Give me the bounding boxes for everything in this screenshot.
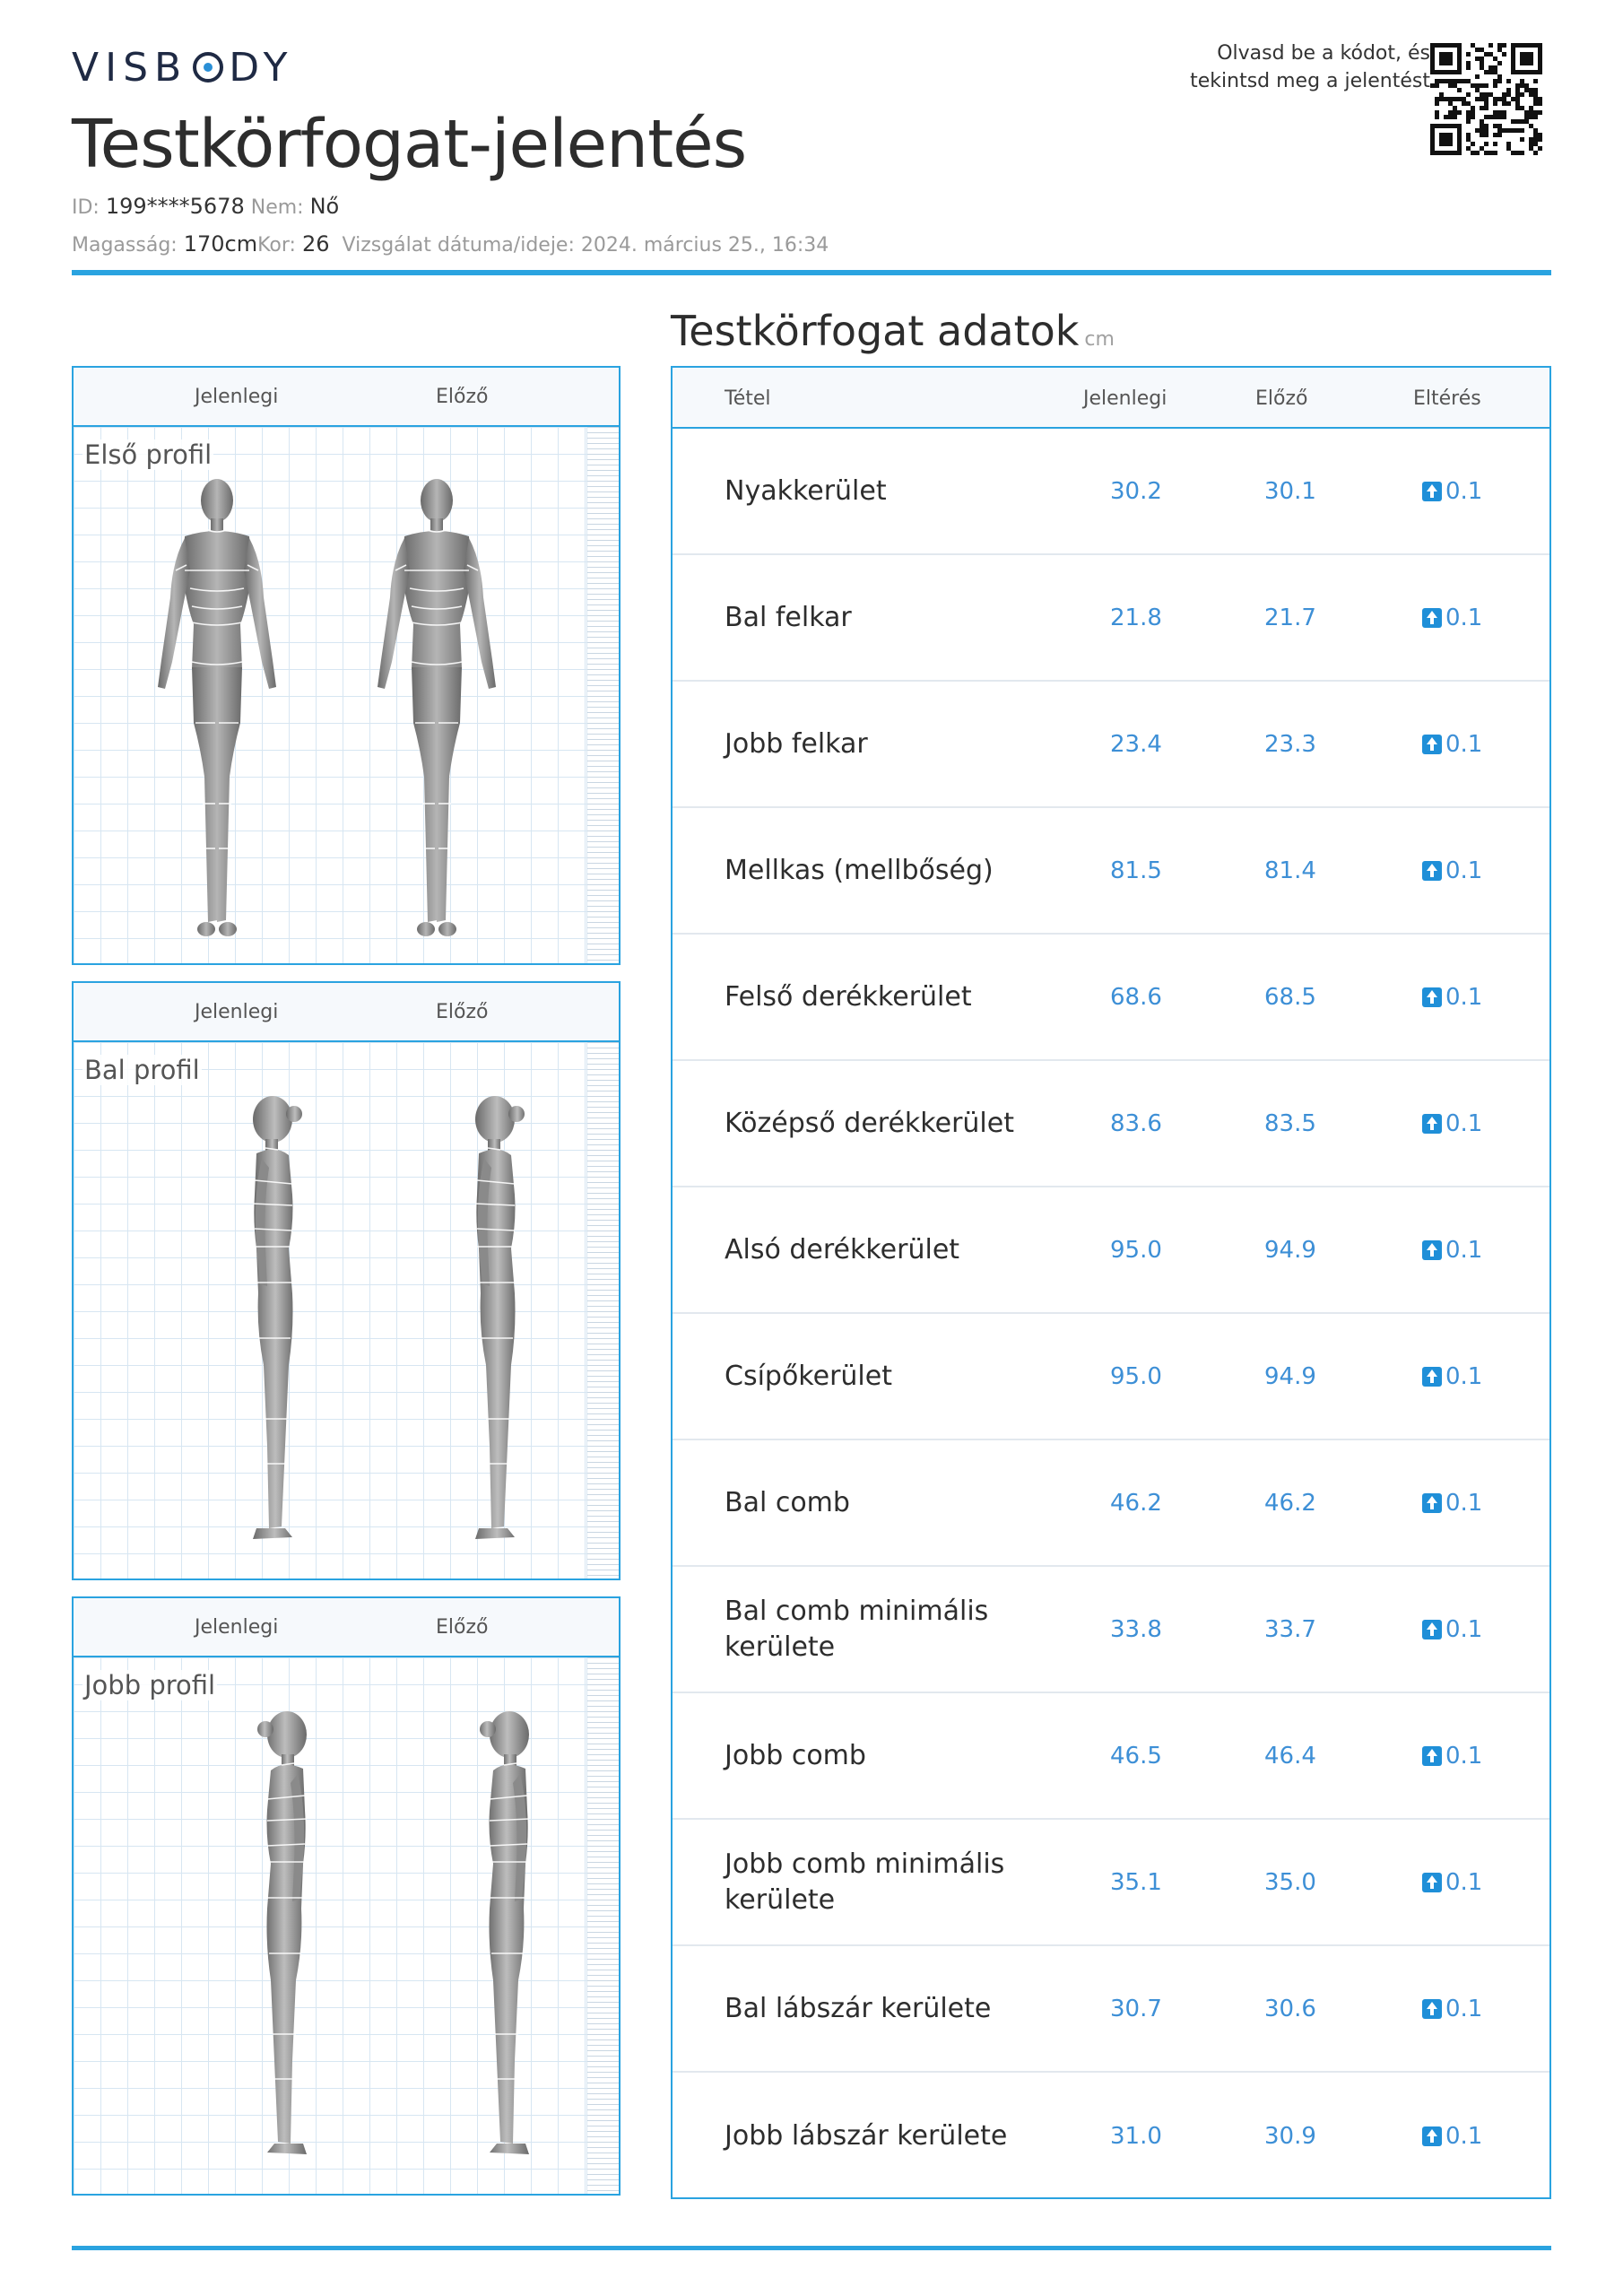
logo-eye-icon — [193, 52, 223, 83]
previous-value: 30.6 — [1264, 1995, 1316, 2022]
measurement-name: Bal comb minimális kerülete — [725, 1595, 989, 1663]
difference-number: 0.1 — [1445, 1868, 1483, 1896]
measurement-name: Középső derékkerület — [725, 1107, 1014, 1139]
measurement-name: Csípőkerület — [725, 1360, 892, 1392]
profile-label: Bal profil — [84, 1055, 200, 1085]
difference-value — [1422, 1363, 1482, 1390]
current-value: 23.4 — [1110, 730, 1162, 758]
profile-label: Jobb profil — [84, 1670, 216, 1700]
arrow-up-icon — [1422, 1746, 1442, 1766]
previous-value: 46.4 — [1264, 1742, 1316, 1770]
table-row — [673, 808, 1549, 935]
measurement-name: Alsó derékkerület — [725, 1233, 960, 1265]
arrow-up-icon — [1422, 1999, 1442, 2019]
difference-value — [1422, 478, 1482, 505]
previous-value: 68.5 — [1264, 983, 1316, 1011]
measurement-name: Bal lábszár kerülete — [725, 1992, 992, 2024]
col-previous: Előző — [436, 1001, 489, 1023]
arrow-up-icon — [1422, 608, 1442, 628]
circumference-table — [671, 366, 1551, 2199]
arrow-up-icon — [1422, 735, 1442, 754]
col-item: Tétel — [725, 387, 771, 410]
arrow-up-icon — [1422, 482, 1442, 501]
difference-number: 0.1 — [1445, 1615, 1483, 1643]
measurement-name: Mellkas (mellbőség) — [725, 854, 994, 886]
difference-number: 0.1 — [1445, 983, 1483, 1011]
current-value: 35.1 — [1110, 1868, 1162, 1896]
difference-value — [1422, 857, 1482, 884]
difference-number: 0.1 — [1445, 1109, 1483, 1137]
measurement-name: Bal comb — [725, 1486, 850, 1518]
table-row — [673, 555, 1549, 682]
difference-number: 0.1 — [1445, 1362, 1483, 1390]
difference-value — [1422, 1490, 1482, 1517]
measurement-name: Felső derékkerület — [725, 980, 972, 1013]
profile-label: Első profil — [84, 439, 213, 470]
difference-value — [1422, 1237, 1482, 1264]
height-label: Magasság: — [72, 234, 178, 257]
arrow-up-icon — [1422, 1620, 1442, 1639]
arrow-up-icon — [1422, 1114, 1442, 1134]
arrow-up-icon — [1422, 1240, 1442, 1260]
col-previous: Előző — [436, 1616, 489, 1639]
current-value: 30.2 — [1110, 477, 1162, 505]
previous-value: 23.3 — [1264, 730, 1316, 758]
col-current: Jelenlegi — [1083, 387, 1167, 410]
age-value: 26 — [301, 231, 330, 257]
difference-number: 0.1 — [1445, 1489, 1483, 1517]
col-current: Jelenlegi — [195, 386, 279, 408]
measurement-name: Bal felkar — [725, 601, 852, 633]
difference-number: 0.1 — [1445, 2122, 1483, 2150]
sex-value: Nő — [309, 194, 340, 219]
left-profile-panel — [72, 981, 621, 1580]
difference-value — [1422, 1616, 1482, 1643]
report-meta-details — [72, 231, 829, 257]
table-row — [673, 429, 1549, 555]
col-previous: Előző — [1255, 387, 1308, 410]
table-row — [673, 1946, 1549, 2073]
previous-front-body-model — [347, 427, 526, 963]
front-profile-panel — [72, 366, 621, 965]
table-row — [673, 682, 1549, 808]
header-divider — [72, 270, 1551, 275]
previous-value: 30.1 — [1264, 477, 1316, 505]
panel-header — [74, 983, 619, 1042]
current-front-body-model — [127, 427, 307, 963]
measurement-name: Jobb comb minimális kerülete — [725, 1848, 1005, 1916]
arrow-up-icon — [1422, 987, 1442, 1007]
difference-number: 0.1 — [1445, 1236, 1483, 1264]
difference-value — [1422, 2123, 1482, 2150]
qr-code-icon[interactable] — [1430, 43, 1542, 155]
measurement-name: Jobb felkar — [725, 727, 868, 760]
panel-header — [74, 368, 619, 427]
table-row — [673, 935, 1549, 1061]
current-left-body-model — [217, 1042, 343, 1578]
col-difference: Eltérés — [1413, 387, 1481, 410]
height-value: 170cm — [183, 231, 258, 257]
qr-caption-line-2: tekintsd meg a jelentést — [1190, 70, 1430, 92]
difference-value — [1422, 1743, 1482, 1770]
current-value: 46.5 — [1110, 1742, 1162, 1770]
current-value: 95.0 — [1110, 1236, 1162, 1264]
sex-label: Nem: — [250, 196, 304, 219]
current-value: 30.7 — [1110, 1995, 1162, 2022]
difference-value — [1422, 984, 1482, 1011]
report-meta-id — [72, 194, 339, 219]
arrow-up-icon — [1422, 1367, 1442, 1387]
unit-label: cm — [1084, 328, 1115, 351]
age-label: Kor: — [257, 234, 296, 257]
visbody-logo: VISB DY — [72, 44, 294, 91]
previous-value: 30.9 — [1264, 2122, 1316, 2150]
previous-value: 46.2 — [1264, 1489, 1316, 1517]
previous-value: 83.5 — [1264, 1109, 1316, 1137]
measurement-name: Jobb comb — [725, 1739, 866, 1771]
current-value: 21.8 — [1110, 604, 1162, 631]
table-title-text: Testkörfogat adatok — [671, 307, 1080, 355]
table-row — [673, 1061, 1549, 1187]
arrow-up-icon — [1422, 1493, 1442, 1513]
scale-ruler — [586, 427, 619, 963]
difference-value — [1422, 1110, 1482, 1137]
current-value: 68.6 — [1110, 983, 1162, 1011]
previous-value: 33.7 — [1264, 1615, 1316, 1643]
table-row — [673, 1440, 1549, 1567]
id-value: 199****5678 — [105, 194, 245, 219]
difference-value — [1422, 1996, 1482, 2022]
col-current: Jelenlegi — [195, 1001, 279, 1023]
table-row — [673, 2073, 1549, 2199]
previous-left-body-model — [439, 1042, 565, 1578]
table-title — [671, 307, 1115, 355]
table-row — [673, 1187, 1549, 1314]
difference-number: 0.1 — [1445, 1742, 1483, 1770]
table-row — [673, 1693, 1549, 1820]
panel-header — [74, 1598, 619, 1657]
difference-number: 0.1 — [1445, 604, 1483, 631]
arrow-up-icon — [1422, 2126, 1442, 2146]
table-row — [673, 1820, 1549, 1946]
previous-value: 35.0 — [1264, 1868, 1316, 1896]
difference-number: 0.1 — [1445, 477, 1483, 505]
difference-value — [1422, 1869, 1482, 1896]
arrow-up-icon — [1422, 1873, 1442, 1892]
previous-right-body-model — [439, 1657, 565, 2194]
measurement-name: Jobb lábszár kerülete — [725, 2119, 1008, 2152]
difference-number: 0.1 — [1445, 1995, 1483, 2022]
current-value: 46.2 — [1110, 1489, 1162, 1517]
current-right-body-model — [217, 1657, 343, 2194]
id-label: ID: — [72, 196, 100, 219]
col-current: Jelenlegi — [195, 1616, 279, 1639]
table-header — [673, 368, 1549, 429]
right-profile-panel — [72, 1596, 621, 2196]
difference-number: 0.1 — [1445, 857, 1483, 884]
page-title: Testkörfogat-jelentés — [72, 106, 747, 183]
measurement-name: Nyakkerület — [725, 474, 887, 507]
scale-ruler — [586, 1657, 619, 2194]
current-value: 95.0 — [1110, 1362, 1162, 1390]
previous-value: 94.9 — [1264, 1236, 1316, 1264]
footer-divider — [72, 2246, 1551, 2250]
table-row — [673, 1314, 1549, 1440]
qr-caption — [1190, 39, 1430, 95]
current-value: 83.6 — [1110, 1109, 1162, 1137]
qr-caption-line-1: Olvasd be a kódot, és — [1217, 42, 1430, 65]
difference-value — [1422, 731, 1482, 758]
current-value: 33.8 — [1110, 1615, 1162, 1643]
arrow-up-icon — [1422, 861, 1442, 881]
difference-number: 0.1 — [1445, 730, 1483, 758]
difference-value — [1422, 604, 1482, 631]
previous-value: 21.7 — [1264, 604, 1316, 631]
scan-datetime: Vizsgálat dátuma/ideje: 2024. március 25., 16:34 — [342, 234, 829, 257]
current-value: 81.5 — [1110, 857, 1162, 884]
previous-value: 81.4 — [1264, 857, 1316, 884]
table-row — [673, 1567, 1549, 1693]
current-value: 31.0 — [1110, 2122, 1162, 2150]
previous-value: 94.9 — [1264, 1362, 1316, 1390]
col-previous: Előző — [436, 386, 489, 408]
scale-ruler — [586, 1042, 619, 1578]
